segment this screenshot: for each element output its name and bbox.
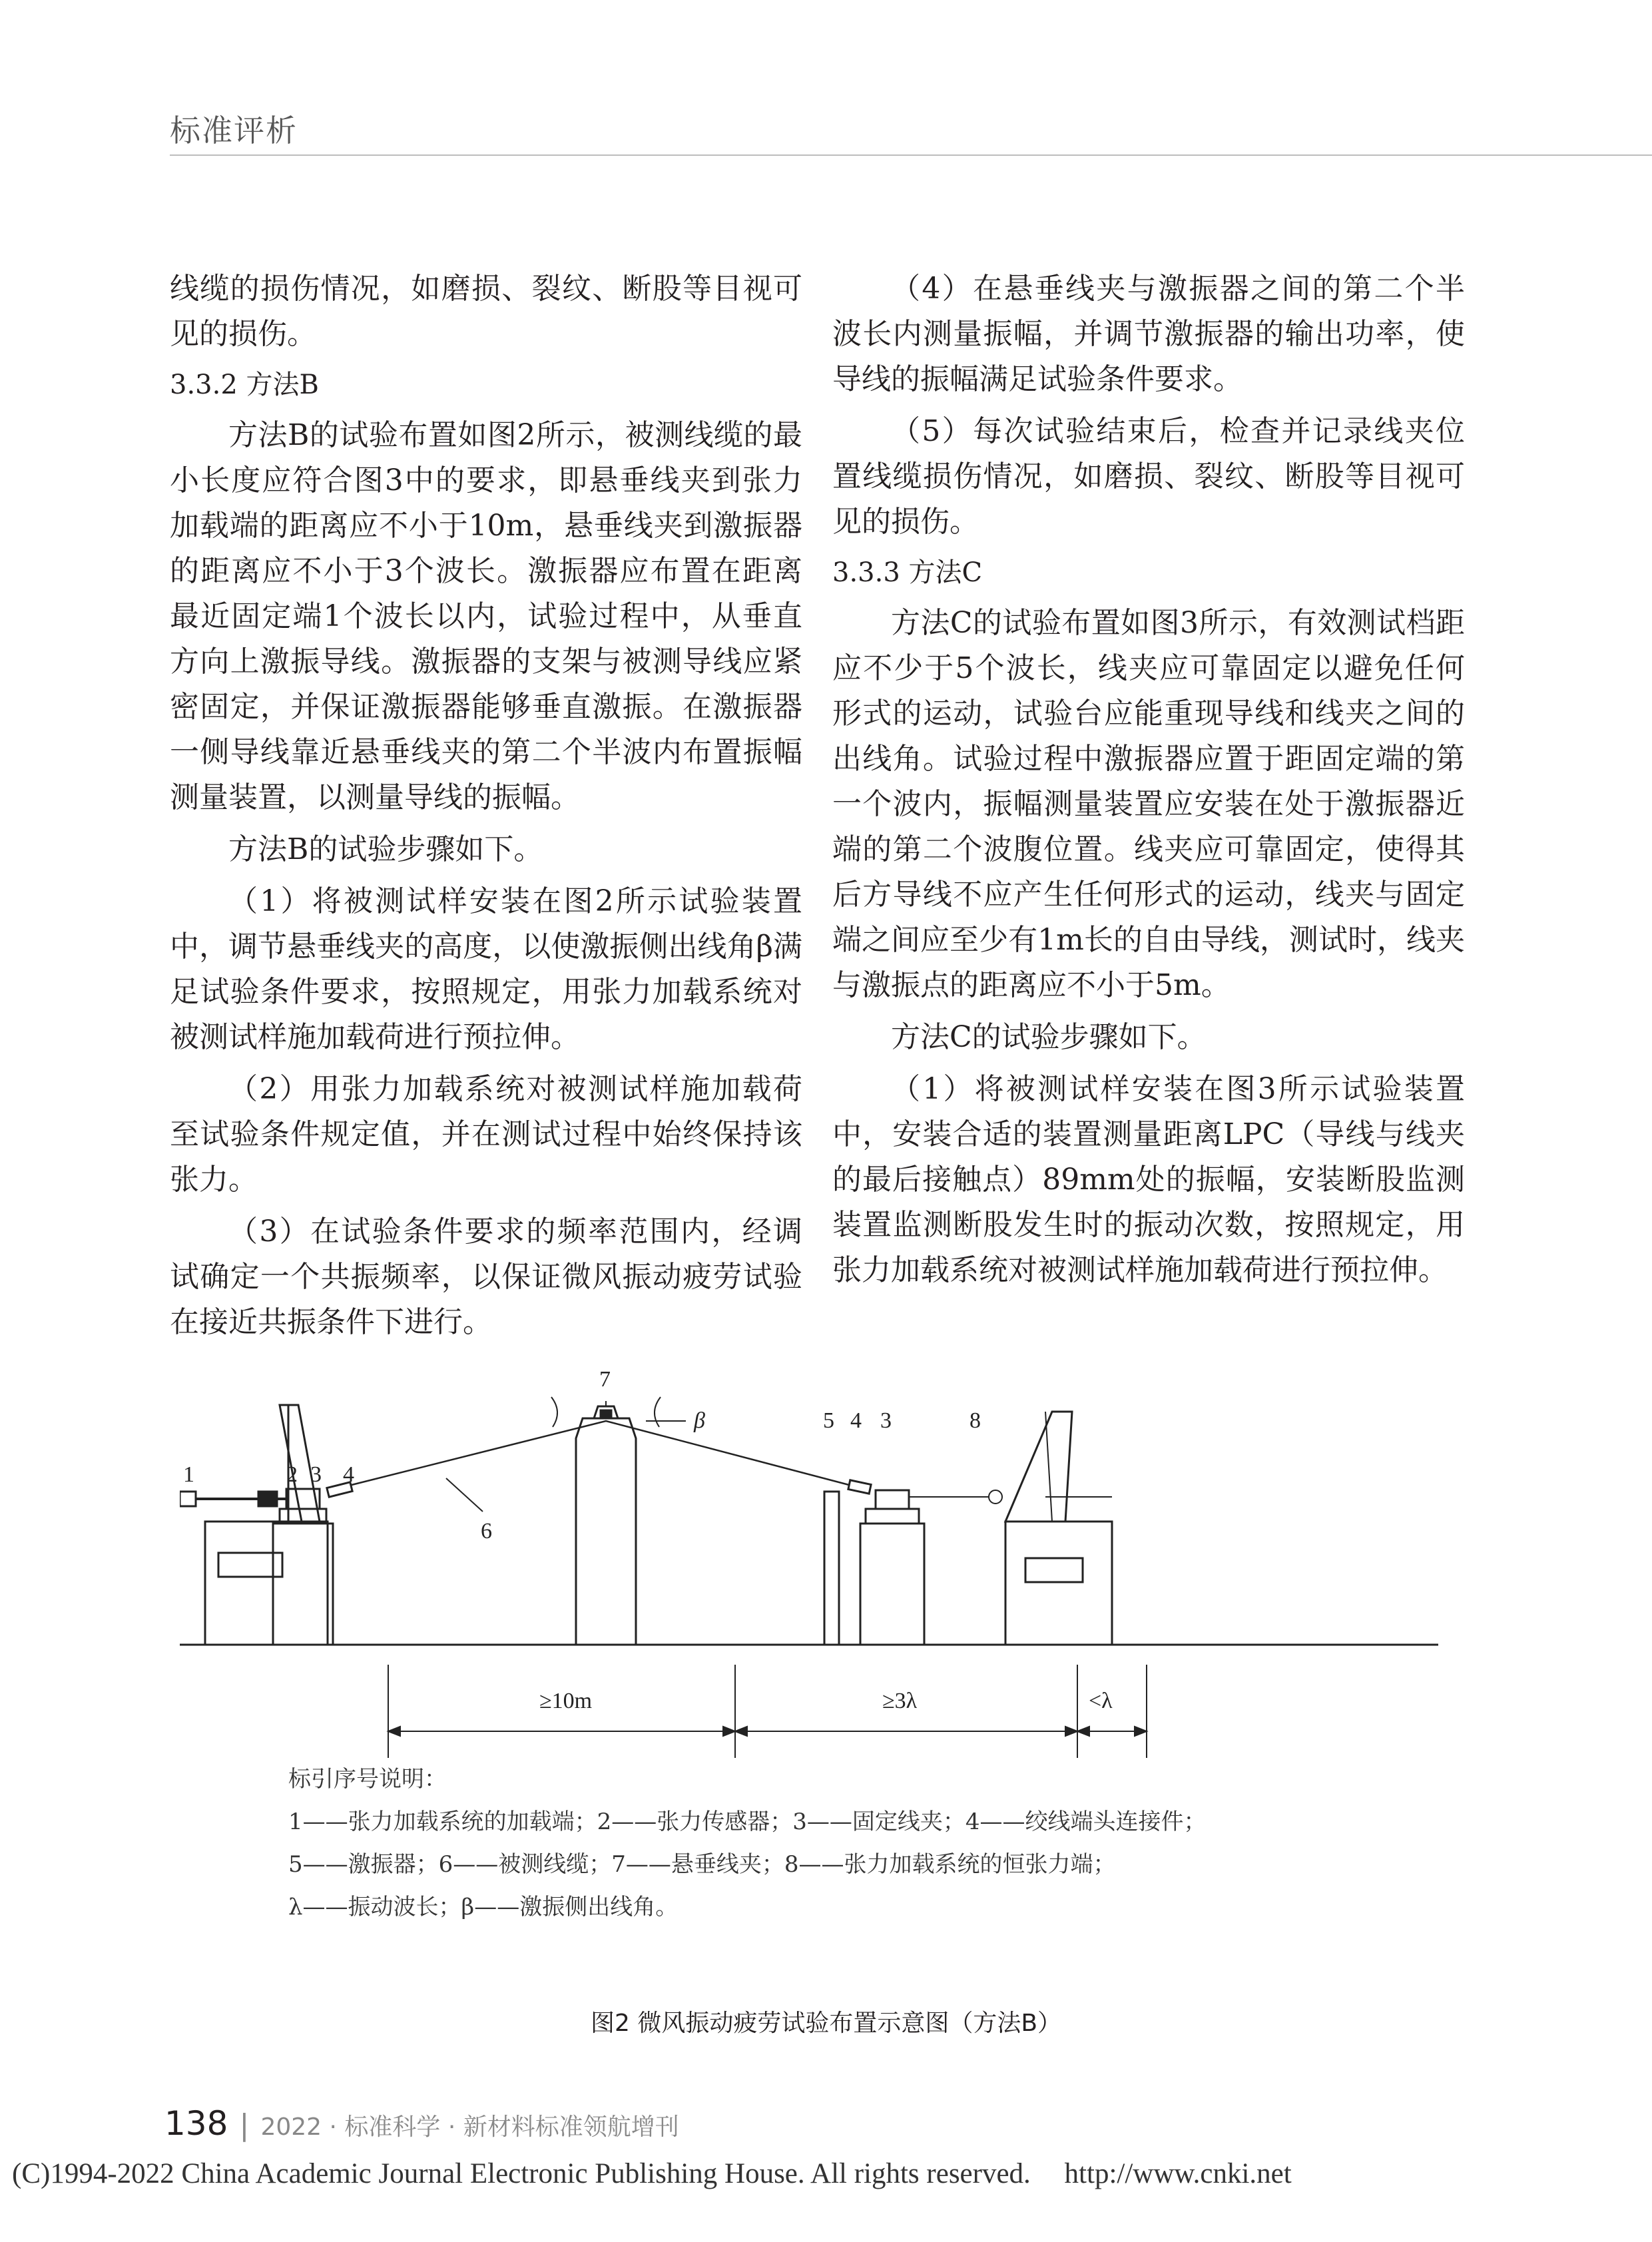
fixed-clamp-right: [860, 1490, 924, 1645]
label-4-left: 4: [343, 1462, 354, 1487]
dimension-label-10m: ≥10m: [539, 1689, 593, 1713]
paragraph: 方法C的试验布置如图3所示，有效测试档距应不少于5个波长，线夹应可靠固定以避免任何形式的运动，试验台应能重现导线和线夹之间的出线角。试验过程中激振器应置于距固定端的第一个波内，振幅测量装置应安装在处于激振器近端的第二个波腹位置。线夹应可靠固定，使得其后方导线不应产生任何形式的运动，线夹与固定端之间应至少有1m长的自由导线，测试时，线夹与激振点的距离应不小于5m。: [832, 606, 1465, 1002]
tested-cable: [352, 1421, 849, 1485]
label-6: 6: [481, 1519, 492, 1543]
dimension-label-3-lambda: ≥3λ: [882, 1689, 918, 1713]
tension-sensor: [258, 1492, 277, 1506]
right-text-column: [832, 266, 1465, 1300]
paragraph: （2）用张力加载系统对被测试样施加载荷至试验条件规定值，并在测试过程中始终保持该张力。: [170, 1072, 802, 1197]
label-7: 7: [599, 1367, 611, 1392]
suspension-clamp-tower: [551, 1397, 686, 1645]
cnki-link[interactable]: http://www.cnki.net: [1064, 2158, 1292, 2189]
dimension-lines: [388, 1665, 1147, 1758]
paragraph: （1）将被测试样安装在图3所示试验装置中，安装合适的装置测量距离LPC（导线与线夹的最后接触点）89mm处的振幅，安装断股监测装置监测断股发生时的振动次数，按照规定，用张力加载系统对被测试样施加载荷进行预拉伸。: [832, 1072, 1465, 1287]
paragraph: （1）将被测试样安装在图2所示试验装置中，调节悬垂线夹的高度，以使激振侧出线角β满足试验条件要求，按照规定，用张力加载系统对被测试样施加载荷进行预拉伸。: [170, 884, 802, 1054]
label-3-right: 3: [880, 1408, 892, 1433]
section-heading: 3.3.3 方法C: [832, 557, 983, 588]
figure-2-diagram: [180, 1358, 1438, 1758]
tension-loading-end: [180, 1405, 328, 1645]
journal-info: 2022 · 标准科学 · 新材料标准领航增刊: [260, 2113, 679, 2141]
header-divider: [170, 154, 1652, 156]
label-2: 2: [286, 1462, 298, 1487]
section-heading: 3.3.2 方法B: [170, 370, 319, 400]
paragraph: 方法B的试验步骤如下。: [228, 832, 543, 866]
paragraph: （5）每次试验结束后，检查并记录线夹位置线缆损伤情况，如磨损、裂纹、断股等目视可见的损伤。: [832, 414, 1465, 539]
legend-line-2: 5——激振器；6——被测线缆；7——悬垂线夹；8——张力加载系统的恒张力端；: [288, 1851, 1116, 1878]
paragraph: 方法C的试验步骤如下。: [891, 1020, 1207, 1054]
paragraph: （4）在悬垂线夹与激振器之间的第二个半波长内测量振幅，并调节激振器的输出功率，使导线的振幅满足试验条件要求。: [832, 272, 1465, 396]
label-3-left: 3: [310, 1462, 322, 1487]
cable-leader: [446, 1478, 483, 1512]
vibration-exciter: [824, 1492, 839, 1645]
label-1: 1: [183, 1462, 194, 1487]
copyright-line: [12, 2157, 1292, 2190]
label-4-right: 4: [850, 1408, 862, 1433]
label-8: 8: [969, 1408, 981, 1433]
footer-separator: |: [239, 2108, 250, 2142]
label-5: 5: [823, 1408, 834, 1433]
figure-caption: 图2 微风振动疲劳试验布置示意图（方法B）: [590, 2010, 1062, 2037]
paragraph: 方法B的试验布置如图2所示，被测线缆的最小长度应符合图3中的要求，即悬垂线夹到张力加载端的距离应不小于10m，悬垂线夹到激振器的距离应不小于3个波长。激振器应布置在距离最近固定端1个波长以内，试验过程中，从垂直方向上激振导线。激振器的支架与被测导线应紧密固定，并保证激振器能够垂直激振。在激振器一侧导线靠近悬垂线夹的第二个半波内布置振幅测量装置，以测量导线的振幅。: [170, 418, 802, 814]
end-connector-right: [848, 1480, 871, 1494]
figure-legend: [288, 1758, 1420, 1928]
left-text-column: [170, 266, 802, 1352]
legend-line-3: λ——振动波长；β——激振侧出线角。: [288, 1894, 679, 1920]
paragraph: （3）在试验条件要求的频率范围内，经调试确定一个共振频率，以保证微风振动疲劳试验在接近共振条件下进行。: [170, 1215, 802, 1339]
page-footer: [164, 2104, 679, 2143]
section-header: 标准评析: [170, 113, 298, 148]
page-number: 138: [164, 2104, 228, 2143]
constant-tension-end: [909, 1412, 1112, 1645]
legend-title: 标引序号说明：: [288, 1766, 447, 1793]
legend-line-1: 1——张力加载系统的加载端；2——张力传感器；3——固定线夹；4——绞线端头连接件；: [288, 1809, 1207, 1835]
dimension-label-lambda: <λ: [1089, 1689, 1113, 1713]
label-beta: β: [694, 1408, 705, 1433]
paragraph: 线缆的损伤情况，如磨损、裂纹、断股等目视可见的损伤。: [170, 272, 802, 351]
copyright-text: (C)1994-2022 China Academic Journal Electronic Publishing House. All rights reserved.: [12, 2158, 1031, 2189]
